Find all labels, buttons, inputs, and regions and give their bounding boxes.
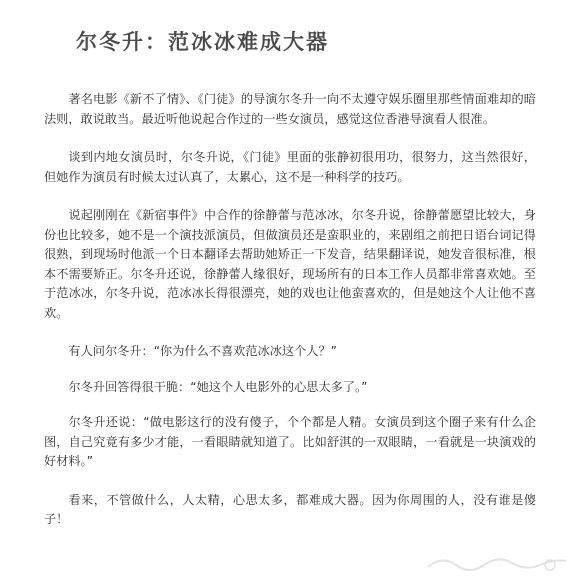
article-paragraph: 著名电影《新不了情》、《门徒》的导演尔冬升一向不太遵守娱乐圈里那些情面难却的暗法则，敢说敢当。最近听他说起合作过的一些女演员，感觉这位香港导演看人很准。 bbox=[44, 92, 536, 126]
article-paragraph: 看来，不管做什么，人太精，心思太多，都难成大器。因为你周围的人，没有谁是傻子！ bbox=[44, 492, 536, 526]
article-title: 尔冬升：范冰冰难成大器 bbox=[76, 29, 329, 54]
article-paragraph: 有人问尔冬升：“你为什么不喜欢范冰冰这个人？” bbox=[68, 344, 337, 358]
article-paragraph: 尔冬升还说：“做电影这行的没有傻子，个个都是人精。女演员到这个圈子来有什么企图，自己究竟有多少才能，一看眼睛就知道了。比如舒淇的一双眼睛，一看就是一块演戏的好材料。” bbox=[44, 415, 536, 468]
article-paragraph: 说起刚刚在《新宿事件》中合作的徐静蕾与范冰冰，尔冬升说，徐静蕾愿望比较大，身份也比较多，她不是一个演技派演员，但做演员还是蛮职业的，来剧组之前把日语台词记得很熟，到现场时他派一个日本翻译去帮助她矫正一下发音，结果翻译说，她发音很标准，根本不需要矫正。尔冬升还说，徐静蕾人缘很好，现场所有的日本工作人员都非常喜欢她。至于范冰冰，尔冬升说，范冰冰长得很漂亮，她的戏也让他蛮喜欢的，但是她这个人让他不喜欢。 bbox=[44, 208, 536, 320]
article-paragraph: 尔冬升回答得很干脆：“她这个人电影外的心思太多了。” bbox=[68, 379, 368, 394]
watermark-icon bbox=[422, 553, 572, 575]
article-paragraph: 谈到内地女演员时，尔冬升说，《门徒》里面的张静初很用功，很努力，这当然很好，但她作为演员有时候太过认真了，太累心，这不是一种科学的技巧。 bbox=[44, 150, 536, 184]
